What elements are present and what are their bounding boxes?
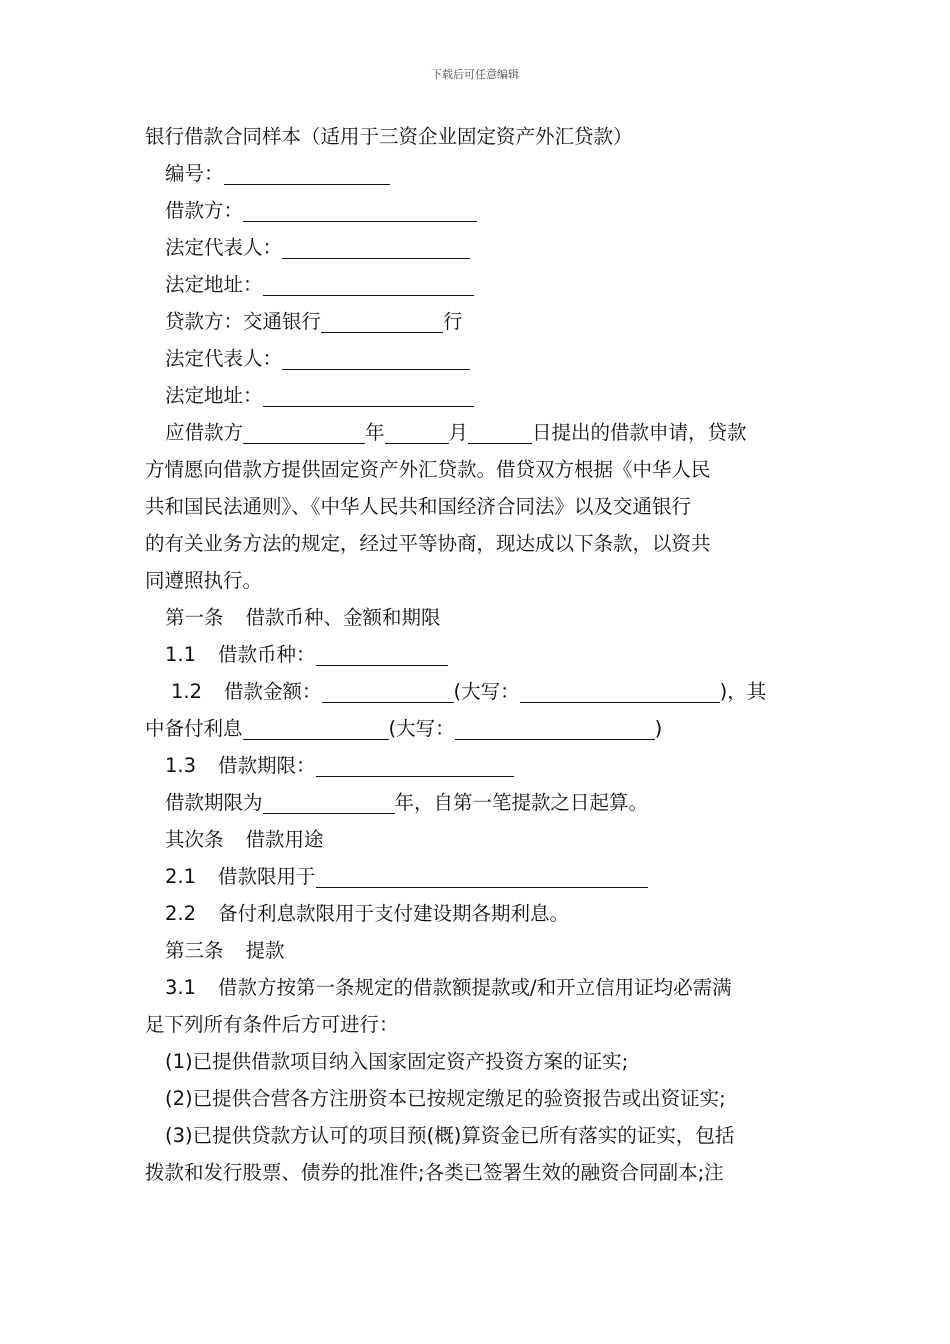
lender-label: 贷款方：交通银行: [165, 310, 322, 333]
number-blank[interactable]: [224, 160, 390, 185]
condition-item-3: (3)已提供贷款方认可的项目预(概)算资金已所有落实的证实，包括: [165, 1124, 735, 1147]
preamble-line-2: 方情愿向借款方提供固定资产外汇贷款。借贷双方根据《中华人民: [145, 458, 711, 481]
lender-legal-rep-line: [145, 340, 810, 377]
lender-branch-blank[interactable]: [321, 308, 443, 333]
borrower-label: 借款方：: [165, 199, 244, 222]
amount-blank[interactable]: [322, 678, 454, 703]
clause-3-1-cont: 足下列所有条件后方可进行：: [145, 1013, 399, 1036]
day-blank[interactable]: [468, 419, 532, 444]
condition-item-3-cont: 拨款和发行股票、债券的批准件;各类已签署生效的融资合同副本;注: [145, 1161, 724, 1184]
year-blank[interactable]: [243, 419, 365, 444]
legal-rep-blank-2[interactable]: [282, 345, 470, 370]
borrower-line: [145, 192, 810, 229]
clause-1-2-cont: 中备付利息 (大写： ): [145, 717, 663, 740]
clause-2-1: 2.1 借款限用于: [145, 858, 810, 895]
interest-words-blank[interactable]: [455, 715, 655, 740]
interest-blank[interactable]: [243, 715, 389, 740]
article-1-heading: 第一条 借款币种、金额和期限: [165, 606, 441, 629]
lender-suffix: 行: [443, 310, 463, 333]
lender-line: [145, 303, 810, 340]
contract-body: [145, 118, 810, 1191]
preamble-line-1: 应借款方 年 月 日提出的借款申请，贷款: [165, 421, 747, 444]
legal-address-label: 法定地址：: [165, 273, 263, 296]
clause-1-1: 1.1 借款币种：: [145, 636, 810, 673]
page-header: 下载后可任意编辑: [431, 68, 519, 81]
month-blank[interactable]: [385, 419, 449, 444]
clause-1-4: 借款期限为 年，自第一笔提款之日起算。: [165, 791, 649, 814]
purpose-blank[interactable]: [316, 863, 648, 888]
legal-address-blank[interactable]: [263, 271, 474, 296]
borrower-blank[interactable]: [243, 197, 477, 222]
clause-1-3: 1.3 借款期限：: [145, 747, 810, 784]
document-title: 银行借款合同样本（适用于三资企业固定资产外汇贷款）: [145, 125, 633, 148]
legal-rep-blank[interactable]: [282, 234, 470, 259]
term-years-blank[interactable]: [263, 789, 395, 814]
amount-words-blank[interactable]: [520, 678, 720, 703]
borrower-address-line: [145, 266, 810, 303]
legal-rep-label-2: 法定代表人：: [165, 347, 283, 370]
legal-address-label-2: 法定地址：: [165, 384, 263, 407]
condition-item-1: (1)已提供借款项目纳入国家固定资产投资方案的证实;: [165, 1050, 629, 1073]
currency-blank[interactable]: [316, 641, 448, 666]
condition-item-2: (2)已提供合营各方注册资本已按规定缴足的验资报告或出资证实;: [165, 1087, 726, 1110]
article-2-heading: 其次条 借款用途: [165, 828, 324, 851]
clause-3-1: 3.1 借款方按第一条规定的借款额提款或/和开立信用证均必需满: [165, 976, 732, 999]
number-line: [145, 155, 810, 192]
preamble-line-4: 的有关业务方法的规定，经过平等协商，现达成以下条款，以资共: [145, 532, 711, 555]
clause-2-2: 2.2 备付利息款限用于支付建设期各期利息。: [165, 902, 570, 925]
preamble-line-5: 同遵照执行。: [145, 569, 263, 592]
article-3-heading: 第三条 提款: [165, 939, 285, 962]
lender-address-line: [145, 377, 810, 414]
term-blank[interactable]: [316, 752, 514, 777]
preamble-line-3: 共和国民法通则》、《中华人民共和国经济合同法》以及交通银行: [145, 495, 692, 518]
legal-address-blank-2[interactable]: [263, 382, 474, 407]
borrower-legal-rep-line: [145, 229, 810, 266]
number-label: 编号：: [165, 162, 224, 185]
clause-1-2: 1.2 借款金额： (大写： )，其: [171, 680, 767, 703]
legal-rep-label: 法定代表人：: [165, 236, 283, 259]
